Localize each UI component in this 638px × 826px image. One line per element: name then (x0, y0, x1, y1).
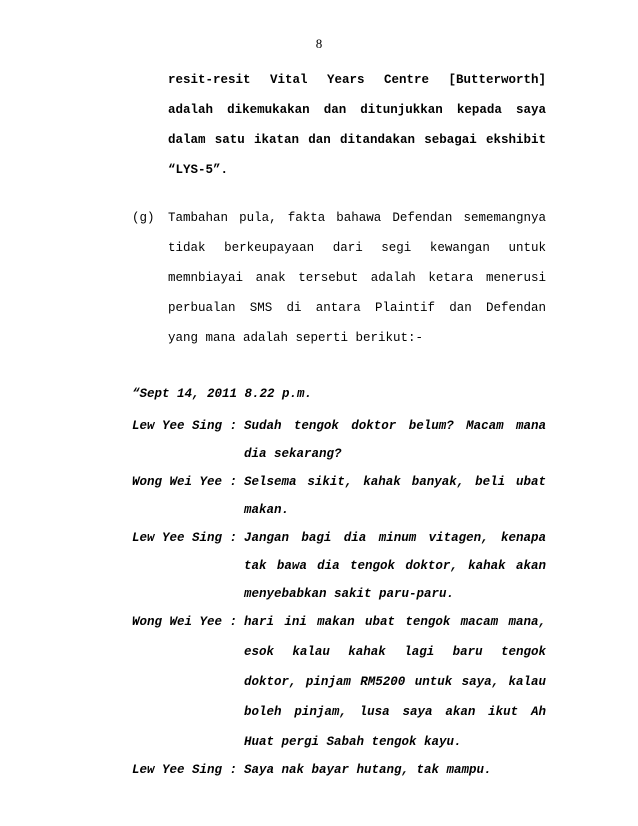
sms-message-line: boleh pinjam, lusa saya akan ikut Ah (244, 705, 546, 719)
sms-message-line: makan. (244, 503, 290, 517)
para-g-line: Tambahan pula, fakta bahawa Defendan sememangnya (168, 211, 546, 225)
para-g-line: perbualan SMS di antara Plaintif dan Defendan (168, 301, 546, 315)
sms-message-line: Huat pergi Sabah tengok kayu. (244, 735, 462, 749)
sms-message-line: Selsema sikit, kahak banyak, beli ubat (244, 475, 546, 489)
para-g-line: yang mana adalah seperti berikut:- (168, 331, 424, 345)
page-number: 8 (315, 36, 323, 51)
sms-message-line: menyebabkan sakit paru-paru. (244, 587, 455, 601)
para-f-line: dalam satu ikatan dan ditandakan sebagai ekshibit (168, 133, 546, 147)
sms-speaker: Wong Wei Yee : (132, 475, 238, 489)
para-g-line: tidak berkeupayaan dari segi kewangan untuk (168, 241, 546, 255)
sms-message-line: Jangan bagi dia minum vitagen, kenapa (244, 531, 546, 545)
sms-speaker: Lew Yee Sing : (132, 419, 238, 433)
sms-message-line: Sudah tengok doktor belum? Macam mana (244, 419, 546, 433)
para-f-line: adalah dikemukakan dan ditunjukkan kepada saya (168, 103, 546, 117)
sms-message-line: doktor, pinjam RM5200 untuk saya, kalau (244, 675, 546, 689)
sms-message-line: dia sekarang? (244, 447, 342, 461)
para-g-line: memnbiayai anak tersebut adalah ketara menerusi (168, 271, 546, 285)
sms-message-line: Saya nak bayar hutang, tak mampu. (244, 763, 492, 777)
sms-speaker: Wong Wei Yee : (132, 615, 238, 629)
sms-speaker: Lew Yee Sing : (132, 531, 238, 545)
para-f-line: resit-resit Vital Years Centre [Butterworth] (168, 73, 546, 87)
sms-message-line: tak bawa dia tengok doktor, kahak akan (244, 559, 546, 573)
sms-message-line: esok kalau kahak lagi baru tengok (244, 645, 546, 659)
para-g-label: (g) (132, 211, 155, 225)
para-f-line: “LYS-5”. (168, 163, 229, 177)
sms-header: “Sept 14, 2011 8.22 p.m. (132, 387, 313, 401)
sms-speaker: Lew Yee Sing : (132, 763, 238, 777)
sms-message-line: hari ini makan ubat tengok macam mana, (244, 615, 546, 629)
